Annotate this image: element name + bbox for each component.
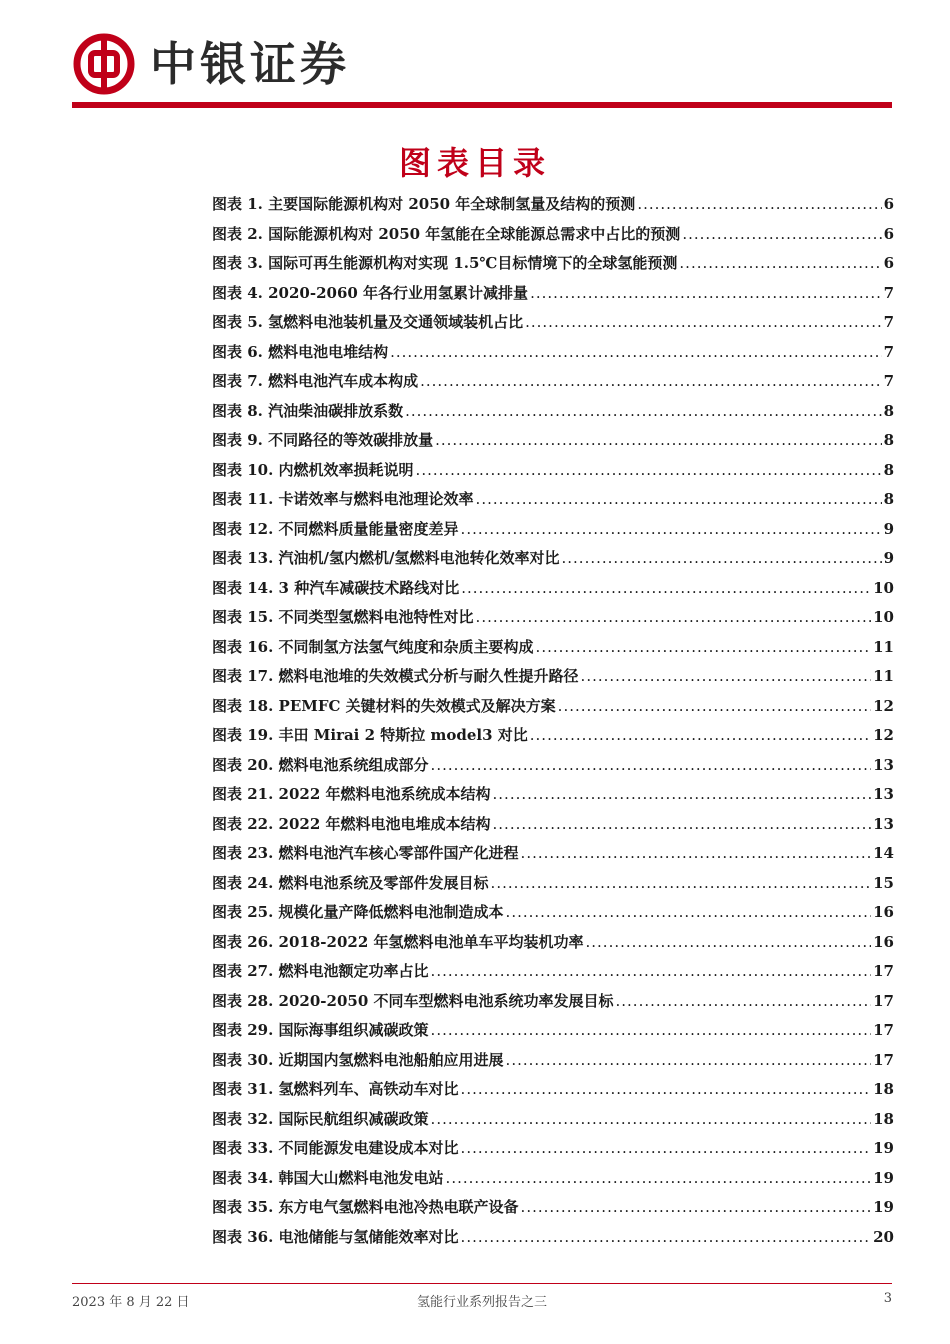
toc-entry-page: 17 [873, 1050, 894, 1069]
toc-entry-label: 图表 9. 不同路径的等效碳排放量 [212, 431, 434, 449]
toc-entry-label: 图表 33. 不同能源发电建设成本对比 [212, 1139, 459, 1157]
toc-entry-page: 18 [873, 1109, 894, 1128]
toc-entry[interactable] [212, 400, 894, 430]
toc-entry-page: 9 [883, 549, 894, 567]
toc-entry-page: 7 [883, 342, 894, 361]
toc-entry[interactable] [212, 429, 894, 459]
toc-entry-page: 8 [883, 401, 894, 420]
toc-leader-dots [530, 284, 882, 302]
toc-leader-dots [581, 667, 872, 685]
toc-entry[interactable] [212, 1078, 894, 1108]
toc-entry[interactable] [212, 488, 894, 518]
toc-entry-page: 15 [873, 873, 894, 892]
toc-entry[interactable] [212, 282, 894, 312]
toc-entry-page: 6 [883, 254, 894, 272]
toc-leader-dots [461, 520, 882, 538]
toc-entry-label: 图表 28. 2020-2050 不同车型燃料电池系统功率发展目标 [212, 991, 614, 1010]
toc-entry[interactable] [212, 577, 894, 607]
toc-leader-dots [461, 1080, 872, 1098]
report-date: 2023 年 8 月 22 日 [72, 1295, 190, 1310]
toc-entry-page: 8 [883, 490, 894, 508]
toc-entry[interactable] [212, 931, 894, 961]
toc-entry-page: 14 [873, 844, 894, 862]
bank-of-china-logo-icon [72, 32, 136, 96]
toc-entry-page: 20 [873, 1227, 894, 1246]
toc-entry-label: 图表 27. 燃料电池额定功率占比 [212, 962, 429, 980]
toc-leader-dots [461, 1139, 872, 1157]
toc-leader-dots [420, 372, 881, 390]
toc-leader-dots [405, 402, 881, 420]
toc-entry-page: 7 [883, 283, 894, 302]
toc-leader-dots [536, 638, 872, 656]
toc-entry[interactable] [212, 1196, 894, 1226]
toc-entry-label: 图表 25. 规模化量产降低燃料电池制造成本 [212, 903, 504, 921]
toc-entry[interactable] [212, 1019, 894, 1049]
page-number: 3 [883, 1291, 892, 1306]
toc-leader-dots [416, 461, 882, 479]
toc-entry-label: 图表 11. 卡诺效率与燃料电池理论效率 [212, 490, 474, 508]
toc-entry-page: 19 [873, 1168, 894, 1187]
toc-leader-dots [431, 1021, 872, 1039]
report-series: 氢能行业系列报告之三 [416, 1295, 547, 1310]
toc-entry[interactable] [212, 960, 894, 990]
page-header [72, 32, 892, 98]
toc-entry-page: 6 [883, 195, 894, 213]
toc-entry[interactable] [212, 223, 894, 253]
table-of-figures [212, 193, 894, 1255]
toc-entry-page: 7 [883, 372, 894, 390]
toc-entry[interactable] [212, 842, 894, 872]
footer-divider [72, 1283, 892, 1284]
toc-entry[interactable] [212, 813, 894, 843]
toc-entry[interactable] [212, 1137, 894, 1167]
toc-leader-dots [461, 579, 871, 597]
toc-entry-page: 12 [873, 726, 894, 744]
toc-entry[interactable] [212, 547, 894, 577]
toc-entry-page: 10 [873, 578, 894, 597]
toc-entry-label: 图表 32. 国际民航组织减碳政策 [212, 1109, 429, 1128]
toc-leader-dots [390, 343, 881, 361]
header-divider [72, 102, 892, 108]
toc-entry-page: 11 [873, 637, 894, 656]
toc-leader-dots [476, 490, 882, 508]
toc-entry-page: 12 [873, 696, 894, 715]
toc-entry-label: 图表 8. 汽油柴油碳排放系数 [212, 401, 404, 420]
toc-entry-page: 13 [873, 814, 894, 833]
toc-entry[interactable] [212, 518, 894, 548]
toc-entry-label: 图表 2. 国际能源机构对 2050 年氢能在全球能源总需求中占比的预测 [212, 224, 681, 243]
toc-entry-label: 图表 17. 燃料电池堆的失效模式分析与耐久性提升路径 [212, 667, 579, 685]
toc-entry-label: 图表 13. 汽油机/氢内燃机/氢燃料电池转化效率对比 [212, 549, 560, 567]
toc-leader-dots [431, 756, 872, 774]
toc-entry-label: 图表 12. 不同燃料质量能量密度差异 [212, 519, 459, 538]
toc-entry[interactable] [212, 370, 894, 400]
toc-leader-dots [461, 1228, 872, 1246]
toc-entry-label: 图表 14. 3 种汽车减碳技术路线对比 [212, 578, 460, 597]
toc-entry-label: 图表 15. 不同类型氢燃料电池特性对比 [212, 608, 474, 626]
toc-leader-dots [521, 1198, 872, 1216]
toc-entry-label: 图表 20. 燃料电池系统组成部分 [212, 755, 429, 774]
toc-entry-label: 图表 5. 氢燃料电池装机量及交通领域装机占比 [212, 313, 524, 331]
toc-leader-dots [525, 313, 881, 331]
toc-leader-dots [679, 254, 881, 272]
toc-entry-label: 图表 7. 燃料电池汽车成本构成 [212, 372, 419, 390]
toc-entry[interactable] [212, 341, 894, 371]
toc-entry-label: 图表 29. 国际海事组织减碳政策 [212, 1021, 429, 1039]
toc-leader-dots [558, 697, 871, 715]
toc-entry-label: 图表 24. 燃料电池系统及零部件发展目标 [212, 873, 489, 892]
toc-leader-dots [530, 726, 871, 744]
toc-entry[interactable] [212, 459, 894, 489]
toc-leader-dots [491, 874, 872, 892]
toc-entry-page: 19 [873, 1198, 894, 1216]
toc-entry-page: 10 [873, 608, 894, 626]
toc-entry-page: 8 [883, 431, 894, 449]
toc-entry-page: 9 [883, 519, 894, 538]
toc-entry[interactable] [212, 695, 894, 725]
toc-entry-label: 图表 10. 内燃机效率损耗说明 [212, 460, 414, 479]
toc-entry-label: 图表 34. 韩国大山燃料电池发电站 [212, 1168, 444, 1187]
toc-entry-page: 7 [883, 313, 894, 331]
toc-entry-page: 8 [883, 460, 894, 479]
toc-entry[interactable] [212, 724, 894, 754]
toc-entry-label: 图表 1. 主要国际能源机构对 2050 年全球制氢量及结构的预测 [212, 195, 636, 213]
toc-entry[interactable] [212, 754, 894, 784]
toc-leader-dots [431, 1110, 872, 1128]
toc-title: 图表目录 [398, 144, 551, 182]
toc-leader-dots [616, 992, 872, 1010]
toc-entry-page: 17 [873, 962, 894, 980]
toc-entry-label: 图表 26. 2018-2022 年氢燃料电池单车平均装机功率 [212, 932, 584, 951]
toc-entry[interactable] [212, 193, 894, 223]
toc-leader-dots [493, 815, 872, 833]
toc-entry-page: 17 [873, 991, 894, 1010]
toc-entry[interactable] [212, 606, 894, 636]
toc-entry[interactable] [212, 636, 894, 666]
toc-entry-page: 19 [873, 1139, 894, 1157]
toc-entry-label: 图表 31. 氢燃料列车、高铁动车对比 [212, 1080, 459, 1098]
page-footer [72, 1291, 892, 1311]
toc-entry-label: 图表 36. 电池储能与氢储能效率对比 [212, 1227, 459, 1246]
toc-entry-page: 11 [873, 667, 894, 685]
toc-entry[interactable] [212, 1167, 894, 1197]
toc-entry-label: 图表 4. 2020-2060 年各行业用氢累计减排量 [212, 283, 529, 302]
toc-entry[interactable] [212, 990, 894, 1020]
toc-leader-dots [493, 785, 872, 803]
toc-entry-page: 16 [873, 932, 894, 951]
toc-entry-page: 13 [873, 785, 894, 803]
toc-leader-dots [586, 933, 872, 951]
toc-entry-label: 图表 23. 燃料电池汽车核心零部件国产化进程 [212, 844, 519, 862]
toc-entry-page: 18 [873, 1080, 894, 1098]
toc-entry[interactable] [212, 1108, 894, 1138]
toc-leader-dots [431, 962, 872, 980]
toc-entry-label: 图表 3. 国际可再生能源机构对实现 1.5℃目标情境下的全球氢能预测 [212, 254, 678, 272]
toc-leader-dots [476, 608, 872, 626]
toc-leader-dots [506, 1051, 872, 1069]
toc-entry-label: 图表 30. 近期国内氢燃料电池船舶应用进展 [212, 1050, 504, 1069]
toc-entry-label: 图表 35. 东方电气氢燃料电池冷热电联产设备 [212, 1198, 519, 1216]
toc-entry-page: 13 [873, 755, 894, 774]
toc-entry-label: 图表 18. PEMFC 关键材料的失效模式及解决方案 [212, 696, 556, 715]
toc-leader-dots [637, 195, 881, 213]
toc-entry-label: 图表 19. 丰田 Mirai 2 特斯拉 model3 对比 [212, 726, 528, 744]
toc-leader-dots [435, 431, 881, 449]
toc-entry-page: 6 [883, 224, 894, 243]
toc-leader-dots [682, 225, 881, 243]
toc-entry-label: 图表 16. 不同制氢方法氢气纯度和杂质主要构成 [212, 637, 534, 656]
toc-entry[interactable] [212, 311, 894, 341]
toc-entry[interactable] [212, 1049, 894, 1079]
toc-entry[interactable] [212, 783, 894, 813]
toc-entry[interactable] [212, 901, 894, 931]
toc-entry-label: 图表 21. 2022 年燃料电池系统成本结构 [212, 785, 491, 803]
toc-entry-page: 16 [873, 903, 894, 921]
toc-entry[interactable] [212, 252, 894, 282]
toc-entry-page: 17 [873, 1021, 894, 1039]
toc-entry[interactable] [212, 872, 894, 902]
toc-leader-dots [521, 844, 872, 862]
toc-entry[interactable] [212, 1226, 894, 1256]
toc-leader-dots [446, 1169, 872, 1187]
brand-name: 中银证券 [150, 37, 350, 91]
toc-leader-dots [506, 903, 872, 921]
toc-entry-label: 图表 22. 2022 年燃料电池电堆成本结构 [212, 814, 491, 833]
toc-entry-label: 图表 6. 燃料电池电堆结构 [212, 342, 389, 361]
toc-leader-dots [562, 549, 882, 567]
toc-entry[interactable] [212, 665, 894, 695]
